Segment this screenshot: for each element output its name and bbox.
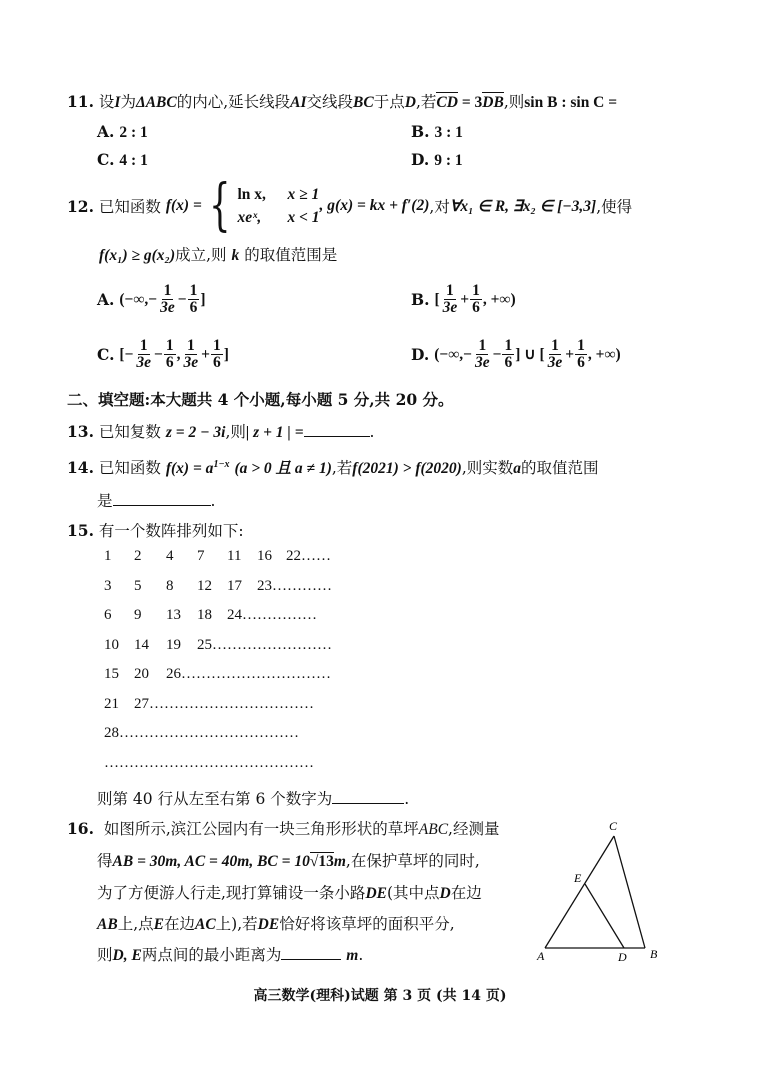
matrix-cell: 8 — [166, 577, 174, 594]
matrix-cell: 28……………………………… — [104, 725, 299, 741]
matrix-cell: 6 — [104, 607, 112, 623]
matrix-cell: 11 — [227, 548, 242, 564]
matrix-cell: 20 — [134, 666, 149, 682]
matrix-cell: 23………… — [257, 577, 332, 594]
matrix-cell: 16 — [257, 548, 272, 564]
matrix-cell: 21 — [104, 695, 119, 712]
path-de — [585, 884, 624, 948]
fraction: $\frac{1}{3e}$ — [442, 282, 458, 317]
matrix-cell: 14 — [134, 636, 149, 653]
answer-blank[interactable] — [304, 422, 370, 437]
fraction: $\frac{1}{6}$ — [577, 337, 585, 372]
matrix-cell: 4 — [166, 548, 174, 564]
matrix-cell: 9 — [134, 607, 142, 623]
q14-line2: 是 . — [97, 492, 216, 510]
label-d: D — [618, 950, 627, 962]
matrix-cell: 5 — [134, 577, 142, 594]
matrix-cell: 15 — [104, 666, 119, 682]
side-ac — [545, 836, 614, 948]
q12-option-d: D. (−∞,− $\frac{1}{3e}$ − $\frac{1}{6}$ ] ∪ [ $\frac{1}{3e}$ + $\frac{1}{6}$ , +∞) — [411, 337, 621, 372]
matrix-cell: 19 — [166, 636, 181, 653]
label-a: A — [537, 949, 545, 962]
q11-option-a: A. 2 : 1 — [97, 122, 148, 141]
q11-option-d: D. 9 : 1 — [411, 150, 463, 169]
q16-line5: 则D, E两点间的最小距离为 m. — [97, 946, 364, 964]
matrix-cell: 25…………………… — [197, 636, 332, 653]
page-footer: 高三数学(理科)试题 第 3 页 (共 14 页) — [253, 988, 507, 1004]
q12-stem: 12. 已知函数 f(x) = { ln x, x ≥ 1 xeˣ, x < 1 , g(x) = kx + f′(2) ,对 ∀x₁ ∈ R, ∃x₂ ∈ [−3,3] ,使得 — [67, 173, 633, 238]
fraction: $\frac{1}{3e}$ — [547, 337, 563, 372]
label-c: C — [609, 819, 618, 833]
matrix-cell: 18 — [197, 607, 212, 623]
piecewise-cases: ln x, x ≥ 1 xeˣ, x < 1 — [237, 185, 320, 226]
q12-option-a: A. (−∞,− $\frac{1}{3e}$ − $\frac{1}{6}$ ] — [97, 282, 206, 317]
section-heading: 二、填空题:本大题共 4 个小题,每小题 5 分,共 20 分。 — [67, 390, 454, 409]
q16-line3: 为了方便游人行走,现打算铺设一条小路DE(其中点D在边 — [97, 884, 482, 902]
matrix-cell: 2 — [134, 548, 142, 564]
q13-stem: 13. 已知复数 z = 2 − 3i,则| z + 1 | = . — [67, 422, 375, 441]
answer-blank[interactable] — [113, 491, 211, 506]
q11-option-b: B. 3 : 1 — [411, 122, 463, 141]
fraction: $\frac{1}{6}$ — [189, 282, 198, 317]
q16-line4: AB上,点E在边AC上),若DE恰好将该草坪的面积平分, — [97, 915, 455, 933]
matrix-cell: 1 — [104, 548, 112, 564]
fraction: $\frac{1}{6}$ — [213, 337, 221, 372]
q15-question: 则第 40 行从左至右第 6 个数字为 . — [97, 790, 410, 808]
matrix-cell: 3 — [104, 577, 112, 594]
side-bc — [614, 836, 645, 948]
fraction: $\frac{1}{3e}$ — [160, 282, 175, 317]
q12-line2: f(x₁) ≥ g(x₂)成立,则 k 的取值范围是 — [99, 246, 338, 264]
q11-stem: 11. 设I为ΔABC的内心,延长线段AI交线段BC于点D,若CD = 3DB,则sin B : sin C = — [67, 92, 618, 111]
matrix-cell: 13 — [166, 607, 181, 623]
matrix-cell: 7 — [197, 548, 205, 564]
triangle-figure — [530, 812, 670, 962]
q16-line1: 16. 如图所示,滨江公园内有一块三角形形状的草坪ABC,经测量 — [67, 819, 500, 838]
answer-blank[interactable] — [281, 945, 341, 960]
q15-stem: 15. 有一个数阵排列如下: — [67, 521, 244, 540]
fraction: $\frac{1}{6}$ — [165, 337, 174, 372]
q12-option-c: C. [− $\frac{1}{3e}$ − $\frac{1}{6}$ , $\frac{1}{3e}$ + $\frac{1}{6}$ ] — [97, 337, 229, 372]
fraction: $\frac{1}{3e}$ — [136, 337, 152, 372]
matrix-cell: 10 — [104, 636, 119, 653]
matrix-cell: 22…… — [286, 548, 331, 564]
q14-stem: 14. 已知函数 $f(x) = a^{1-x}$ (a > 0 且 a ≠ 1),若f(2021) > f(2020),则实数a的取值范围 — [67, 458, 599, 477]
q12-option-b: B. [ $\frac{1}{3e}$ + $\frac{1}{6}$ , +∞) — [411, 282, 516, 317]
label-e: E — [574, 871, 582, 885]
matrix-cell: …………………………………… — [104, 754, 314, 771]
matrix-cell: 24…………… — [227, 607, 317, 623]
fraction: $\frac{1}{6}$ — [504, 337, 513, 372]
answer-blank[interactable] — [332, 789, 404, 804]
left-brace: { — [208, 173, 231, 238]
matrix-cell: 12 — [197, 577, 212, 594]
fraction: $\frac{1}{3e}$ — [475, 337, 490, 372]
matrix-cell: 27…………………………… — [134, 695, 314, 712]
label-b: B — [650, 947, 658, 961]
fraction: $\frac{1}{6}$ — [472, 282, 480, 317]
q11-option-c: C. 4 : 1 — [97, 150, 148, 169]
q16-line2: 得AB = 30m, AC = 40m, BC = 10√13m,在保护草坪的同时, — [97, 852, 480, 870]
matrix-cell: 17 — [227, 577, 242, 594]
fraction: $\frac{1}{3e}$ — [183, 337, 199, 372]
matrix-cell: 26………………………… — [166, 666, 331, 682]
